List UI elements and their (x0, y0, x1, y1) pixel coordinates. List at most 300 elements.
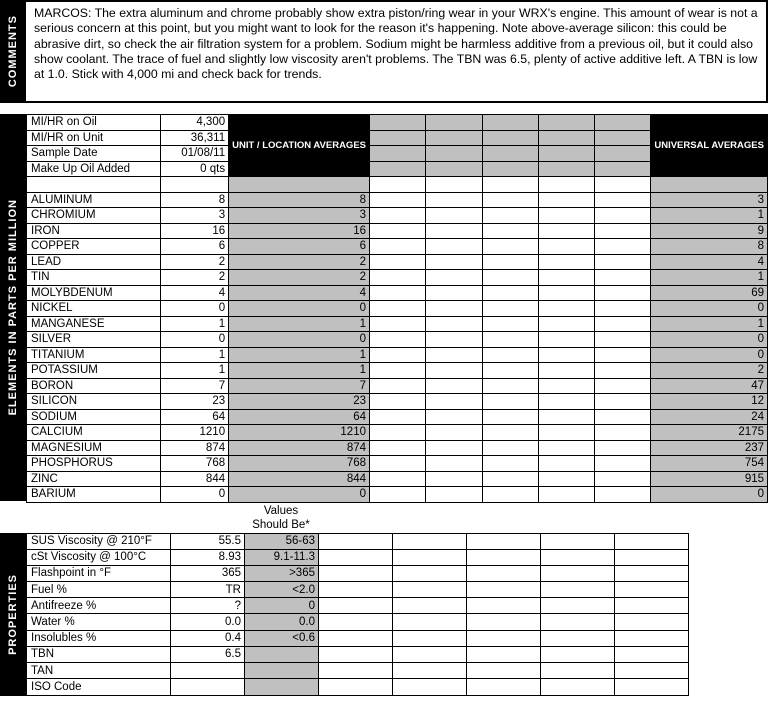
empty-cell (615, 630, 689, 646)
empty-cell (426, 301, 482, 317)
property-value: 0.4 (171, 630, 245, 646)
empty-cell (595, 192, 651, 208)
properties-section-label-text: PROPERTIES (7, 573, 19, 655)
empty-cell (393, 598, 467, 614)
empty-cell (595, 409, 651, 425)
empty-cell (426, 115, 482, 131)
element-value: 8 (161, 192, 229, 208)
unit-location-averages-header: UNIT / LOCATION AVERAGES (229, 115, 370, 177)
empty-cell (370, 301, 426, 317)
empty-cell (538, 487, 594, 503)
element-value: 1210 (161, 425, 229, 441)
table-row (27, 285, 768, 301)
element-label: COPPER (27, 239, 161, 255)
element-value: 4 (161, 285, 229, 301)
empty-cell (538, 425, 594, 441)
table-row (27, 630, 689, 646)
element-value: 16 (161, 223, 229, 239)
empty-cell (426, 471, 482, 487)
table-row (27, 316, 768, 332)
empty-cell (482, 363, 538, 379)
properties-table-body (27, 533, 689, 695)
empty-cell (538, 378, 594, 394)
element-value: 0 (161, 332, 229, 348)
properties-table (26, 533, 689, 696)
empty-cell (482, 177, 538, 193)
empty-cell (595, 347, 651, 363)
comments-section-label-text: COMMENTS (7, 15, 19, 88)
element-label: PHOSPHORUS (27, 456, 161, 472)
element-label: BORON (27, 378, 161, 394)
elements-section-label-text: ELEMENTS IN PARTS PER MILLION (7, 199, 19, 416)
table-row (27, 223, 768, 239)
empty-cell (541, 614, 615, 630)
empty-cell (393, 663, 467, 679)
element-unit-average: 6 (229, 239, 370, 255)
property-value: 8.93 (171, 549, 245, 565)
empty-cell (541, 646, 615, 662)
property-label: SUS Viscosity @ 210°F (27, 533, 171, 549)
empty-cell (482, 425, 538, 441)
table-row (27, 598, 689, 614)
element-unit-average: 3 (229, 208, 370, 224)
empty-cell (538, 177, 594, 193)
empty-cell (370, 487, 426, 503)
empty-cell (426, 456, 482, 472)
table-row (27, 471, 768, 487)
element-unit-average: 1210 (229, 425, 370, 441)
empty-cell (482, 130, 538, 146)
empty-cell (370, 456, 426, 472)
empty-cell (370, 270, 426, 286)
empty-cell (595, 378, 651, 394)
empty-cell (393, 549, 467, 565)
empty-cell (393, 614, 467, 630)
element-label: MANGANESE (27, 316, 161, 332)
empty-cell (319, 630, 393, 646)
property-label: cSt Viscosity @ 100°C (27, 549, 171, 565)
empty-cell (595, 471, 651, 487)
empty-cell (393, 533, 467, 549)
empty-cell (651, 177, 768, 193)
table-row (27, 363, 768, 379)
table-row (27, 456, 768, 472)
property-spec: <0.6 (245, 630, 319, 646)
empty-cell (370, 363, 426, 379)
values-should-be-line1: Values (263, 504, 299, 517)
table-row (27, 614, 689, 630)
empty-cell (467, 630, 541, 646)
empty-cell (482, 192, 538, 208)
element-label: CALCIUM (27, 425, 161, 441)
element-universal-average: 2 (651, 363, 768, 379)
spacer-after-comments (0, 103, 768, 114)
property-spec (245, 663, 319, 679)
property-spec: 56-63 (245, 533, 319, 549)
empty-cell (541, 598, 615, 614)
empty-cell (538, 223, 594, 239)
element-value: 6 (161, 239, 229, 255)
element-value: 2 (161, 254, 229, 270)
empty-cell (426, 409, 482, 425)
empty-cell (370, 223, 426, 239)
empty-cell (370, 239, 426, 255)
element-label: SILICON (27, 394, 161, 410)
element-value: 3 (161, 208, 229, 224)
empty-cell (370, 208, 426, 224)
empty-cell (426, 146, 482, 162)
element-universal-average: 1 (651, 316, 768, 332)
table-row (27, 440, 768, 456)
empty-cell (229, 177, 370, 193)
element-label: ZINC (27, 471, 161, 487)
info-label: Sample Date (27, 146, 161, 162)
empty-cell (319, 565, 393, 581)
empty-cell (541, 663, 615, 679)
empty-cell (482, 161, 538, 177)
element-label: MOLYBDENUM (27, 285, 161, 301)
table-row (27, 646, 689, 662)
empty-cell (538, 347, 594, 363)
property-value (171, 679, 245, 695)
element-label: BARIUM (27, 487, 161, 503)
empty-cell (595, 177, 651, 193)
comments-section-label (0, 0, 26, 103)
empty-cell (467, 582, 541, 598)
empty-cell (161, 177, 229, 193)
element-label: TITANIUM (27, 347, 161, 363)
empty-cell (426, 285, 482, 301)
empty-cell (426, 161, 482, 177)
empty-cell (426, 378, 482, 394)
empty-cell (319, 533, 393, 549)
empty-cell (538, 394, 594, 410)
empty-cell (538, 440, 594, 456)
comments-text: MARCOS: The extra aluminum and chrome probably show extra piston/ring wear in your WRX's engine. This amount of wear is not a serious concern at this point, but you might want to look for the reason it's happening. Note above-average silicon: this could be abrasive dirt, so check the air filtration system for a problem. Sodium might be harmless additive from a previous oil, but it could also show coolant. The trace of fuel and slightly low viscosity aren't problems. The TBN was 6.5, plenty of active additive left. A TBN is low at 1.0. Stick with 4,000 mi and check back for trends. (26, 0, 768, 101)
values-should-be-text (244, 503, 318, 533)
element-label: IRON (27, 223, 161, 239)
info-label: MI/HR on Oil (27, 115, 161, 131)
property-label: ISO Code (27, 679, 171, 695)
empty-cell (370, 332, 426, 348)
empty-cell (595, 301, 651, 317)
table-row (27, 663, 689, 679)
element-universal-average: 1 (651, 270, 768, 286)
properties-section-label (0, 533, 26, 696)
table-row (27, 115, 768, 131)
empty-cell (426, 425, 482, 441)
element-universal-average: 47 (651, 378, 768, 394)
element-value: 64 (161, 409, 229, 425)
element-universal-average: 754 (651, 456, 768, 472)
element-unit-average: 1 (229, 347, 370, 363)
empty-cell (319, 582, 393, 598)
empty-cell (393, 582, 467, 598)
empty-cell (319, 614, 393, 630)
empty-cell (595, 254, 651, 270)
table-row (27, 679, 689, 695)
values-should-be-caption (0, 503, 768, 533)
empty-cell (393, 565, 467, 581)
element-universal-average: 8 (651, 239, 768, 255)
element-label: TIN (27, 270, 161, 286)
element-unit-average: 1 (229, 363, 370, 379)
empty-cell (426, 394, 482, 410)
empty-cell (538, 208, 594, 224)
element-value: 768 (161, 456, 229, 472)
property-spec: >365 (245, 565, 319, 581)
empty-cell (595, 425, 651, 441)
empty-cell (482, 487, 538, 503)
empty-cell (541, 565, 615, 581)
empty-cell (319, 646, 393, 662)
empty-cell (615, 646, 689, 662)
empty-cell (615, 549, 689, 565)
element-universal-average: 0 (651, 301, 768, 317)
empty-cell (538, 316, 594, 332)
element-universal-average: 237 (651, 440, 768, 456)
empty-cell (370, 161, 426, 177)
element-unit-average: 0 (229, 332, 370, 348)
universal-averages-header: UNIVERSAL AVERAGES (651, 115, 768, 177)
empty-cell (615, 679, 689, 695)
table-row (27, 582, 689, 598)
empty-cell (27, 177, 161, 193)
empty-cell (370, 254, 426, 270)
empty-cell (595, 223, 651, 239)
table-row (27, 301, 768, 317)
info-value: 36,311 (161, 130, 229, 146)
empty-cell (541, 549, 615, 565)
empty-cell (595, 130, 651, 146)
info-label: MI/HR on Unit (27, 130, 161, 146)
info-value: 0 qts (161, 161, 229, 177)
empty-cell (467, 679, 541, 695)
element-unit-average: 2 (229, 270, 370, 286)
empty-cell (595, 363, 651, 379)
element-unit-average: 0 (229, 301, 370, 317)
empty-cell (482, 378, 538, 394)
empty-cell (393, 646, 467, 662)
empty-cell (615, 533, 689, 549)
property-value: 0.0 (171, 614, 245, 630)
property-label: Fuel % (27, 582, 171, 598)
property-value: 55.5 (171, 533, 245, 549)
empty-cell (370, 316, 426, 332)
table-row (27, 270, 768, 286)
empty-cell (467, 663, 541, 679)
empty-cell (541, 533, 615, 549)
table-row (27, 239, 768, 255)
element-unit-average: 1 (229, 316, 370, 332)
empty-cell (426, 254, 482, 270)
property-spec: 0 (245, 598, 319, 614)
empty-cell (482, 301, 538, 317)
empty-cell (370, 425, 426, 441)
empty-cell (595, 394, 651, 410)
element-universal-average: 915 (651, 471, 768, 487)
empty-cell (482, 409, 538, 425)
element-unit-average: 768 (229, 456, 370, 472)
table-row (27, 409, 768, 425)
empty-cell (467, 565, 541, 581)
element-label: MAGNESIUM (27, 440, 161, 456)
element-universal-average: 2175 (651, 425, 768, 441)
element-universal-average: 3 (651, 192, 768, 208)
empty-cell (482, 254, 538, 270)
element-value: 1 (161, 347, 229, 363)
empty-cell (467, 549, 541, 565)
table-row (27, 192, 768, 208)
empty-cell (370, 440, 426, 456)
empty-cell (319, 549, 393, 565)
empty-cell (595, 285, 651, 301)
empty-cell (482, 115, 538, 131)
element-universal-average: 12 (651, 394, 768, 410)
property-value (171, 663, 245, 679)
empty-cell (482, 146, 538, 162)
empty-cell (482, 316, 538, 332)
empty-cell (538, 192, 594, 208)
property-label: TAN (27, 663, 171, 679)
elements-table (26, 114, 768, 503)
info-label: Make Up Oil Added (27, 161, 161, 177)
info-value: 01/08/11 (161, 146, 229, 162)
element-unit-average: 2 (229, 254, 370, 270)
table-row (27, 378, 768, 394)
table-row (27, 208, 768, 224)
empty-cell (595, 146, 651, 162)
element-value: 7 (161, 378, 229, 394)
empty-cell (541, 630, 615, 646)
element-label: SODIUM (27, 409, 161, 425)
property-label: Water % (27, 614, 171, 630)
empty-cell (426, 347, 482, 363)
table-row (27, 565, 689, 581)
empty-cell (595, 316, 651, 332)
empty-cell (538, 239, 594, 255)
table-row (27, 533, 689, 549)
empty-cell (482, 270, 538, 286)
empty-cell (615, 598, 689, 614)
element-unit-average: 0 (229, 487, 370, 503)
empty-cell (538, 301, 594, 317)
empty-cell (538, 115, 594, 131)
empty-cell (538, 146, 594, 162)
empty-cell (467, 646, 541, 662)
empty-cell (467, 533, 541, 549)
caption-spacer (26, 503, 170, 533)
element-universal-average: 1 (651, 208, 768, 224)
element-unit-average: 844 (229, 471, 370, 487)
comments-block (0, 0, 768, 103)
empty-cell (426, 208, 482, 224)
empty-cell (482, 471, 538, 487)
empty-cell (595, 487, 651, 503)
element-value: 1 (161, 363, 229, 379)
element-label: NICKEL (27, 301, 161, 317)
table-row (27, 347, 768, 363)
elements-section-label (0, 114, 26, 501)
element-unit-average: 8 (229, 192, 370, 208)
property-spec (245, 646, 319, 662)
empty-cell (615, 663, 689, 679)
empty-cell (538, 270, 594, 286)
table-row (27, 394, 768, 410)
empty-cell (538, 363, 594, 379)
empty-cell (482, 456, 538, 472)
element-universal-average: 0 (651, 487, 768, 503)
element-unit-average: 7 (229, 378, 370, 394)
element-unit-average: 23 (229, 394, 370, 410)
property-spec: 0.0 (245, 614, 319, 630)
empty-cell (482, 285, 538, 301)
empty-cell (595, 161, 651, 177)
empty-cell (370, 394, 426, 410)
empty-cell (370, 409, 426, 425)
empty-cell (595, 208, 651, 224)
property-value: 365 (171, 565, 245, 581)
empty-cell (482, 394, 538, 410)
empty-cell (538, 161, 594, 177)
empty-cell (595, 332, 651, 348)
info-value: 4,300 (161, 115, 229, 131)
element-universal-average: 9 (651, 223, 768, 239)
empty-cell (393, 630, 467, 646)
empty-cell (370, 177, 426, 193)
table-row (27, 332, 768, 348)
empty-cell (538, 130, 594, 146)
empty-cell (426, 440, 482, 456)
empty-cell (595, 270, 651, 286)
empty-cell (467, 598, 541, 614)
empty-cell (319, 679, 393, 695)
element-value: 2 (161, 270, 229, 286)
empty-cell (482, 440, 538, 456)
empty-cell (370, 192, 426, 208)
elements-table-body (27, 115, 768, 503)
empty-cell (426, 192, 482, 208)
element-unit-average: 874 (229, 440, 370, 456)
element-unit-average: 4 (229, 285, 370, 301)
element-label: ALUMINUM (27, 192, 161, 208)
table-row (27, 254, 768, 270)
empty-cell (426, 239, 482, 255)
element-universal-average: 24 (651, 409, 768, 425)
empty-cell (426, 270, 482, 286)
property-label: Insolubles % (27, 630, 171, 646)
empty-cell (595, 239, 651, 255)
empty-cell (370, 130, 426, 146)
property-spec: 9.1-11.3 (245, 549, 319, 565)
table-row (27, 425, 768, 441)
empty-cell (393, 679, 467, 695)
empty-cell (541, 679, 615, 695)
empty-cell (426, 487, 482, 503)
element-universal-average: 0 (651, 347, 768, 363)
caption-spacer (170, 503, 244, 533)
empty-cell (595, 456, 651, 472)
properties-sheet (0, 533, 768, 696)
property-value: TR (171, 582, 245, 598)
element-universal-average: 4 (651, 254, 768, 270)
empty-cell (538, 254, 594, 270)
table-row (27, 549, 689, 565)
element-value: 874 (161, 440, 229, 456)
element-label: SILVER (27, 332, 161, 348)
empty-cell (319, 598, 393, 614)
empty-cell (319, 663, 393, 679)
